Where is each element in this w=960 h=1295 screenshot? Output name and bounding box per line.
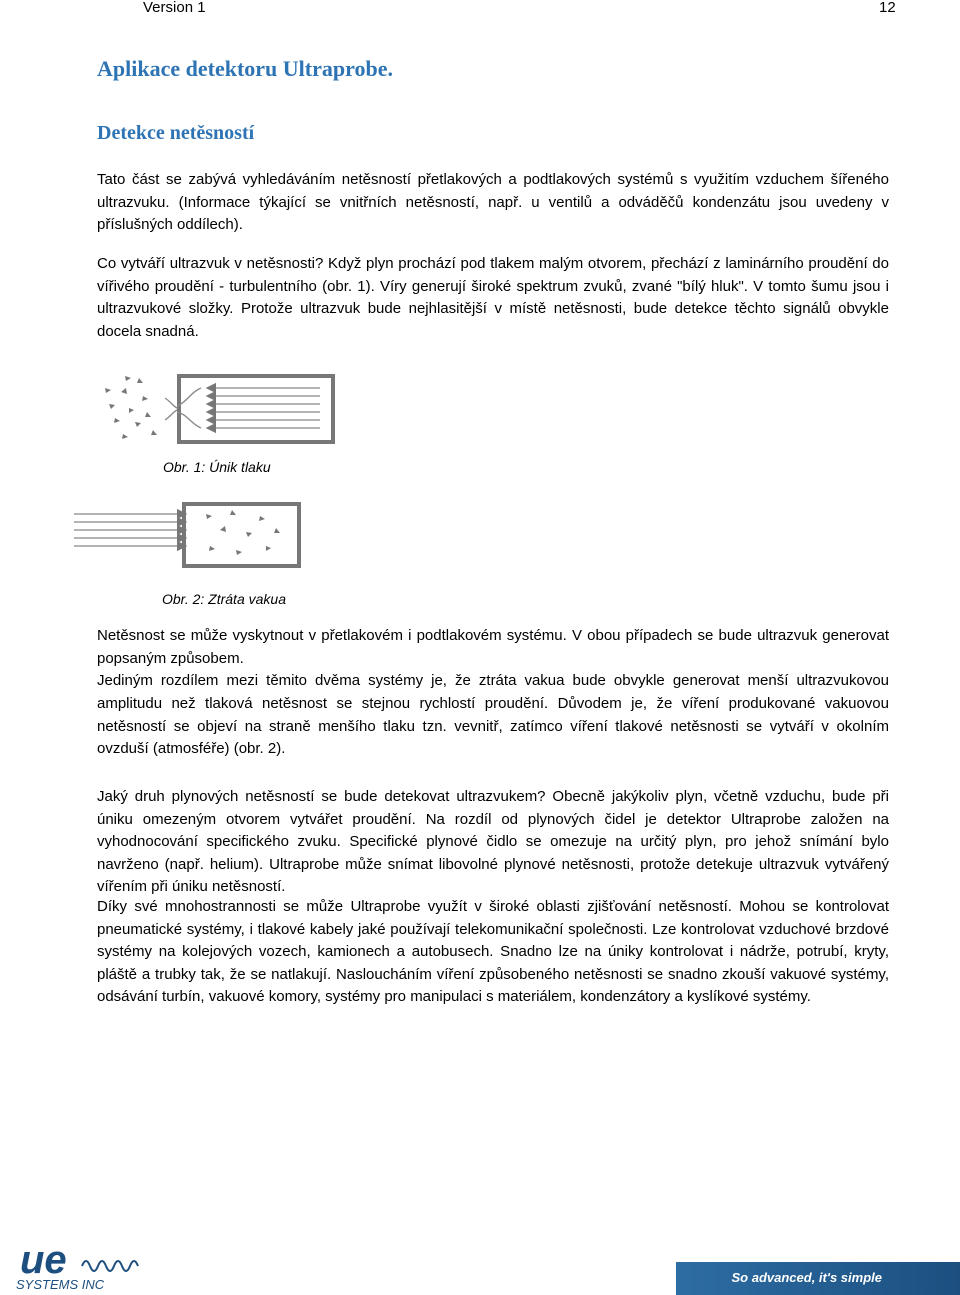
svg-text:ue: ue (20, 1238, 67, 1282)
figure-vacuum-loss (70, 500, 305, 572)
paragraph-gas-types: Jaký druh plynových netěsností se bude detekovat ultrazvukem? Obecně jakýkoliv plyn, včetně vzduchu, bude při úniku omezeným otvorem vytvářet proudění. Na rozdíl od plynových čidel je detektor Ultraprobe založen na vyhodnocování specifického zvuku. Specifické plynové čidlo se omezuje na určitý plyn, pro jehož snímání bylo navrženo (např. helium). Ultraprobe může snímat libovolné plynové netěsnosti, protože detekuje ultrazvuk vytvářený vířením při úniku netěsností. (97, 788, 889, 895)
paragraph-vacuum-difference: Jediným rozdílem mezi těmito dvěma systémy je, že ztráta vakua bude obvykle generovat menší ultrazvukovou amplitudu než tlaková netěsnost se stejnou rychlostí proudění. Důvodem je, že víření produkované vakuovou netěsností se objeví na straně menšího tlaku tzn. vevnitř, zatímco víření tlakové netěsnosti se vytváří v okolním ovzduší (atmosféře) (obr. 2). (97, 672, 889, 758)
svg-text:SYSTEMS INC: SYSTEMS INC (16, 1277, 105, 1292)
section-title: Detekce netěsností (97, 122, 255, 144)
footer-slogan-bar (676, 1262, 960, 1295)
figure-caption-1: Obr. 1: Únik tlaku (163, 459, 271, 475)
ue-systems-logo (10, 1238, 170, 1293)
page-title: Aplikace detektoru Ultraprobe. (97, 56, 393, 81)
header-version: Version 1 (143, 0, 206, 16)
header-page-number: 12 (879, 0, 896, 16)
paragraph-intro: Tato část se zabývá vyhledáváním netěsností přetlakových a podtlakových systémů s využitím vzduchem šířeného ultrazvuku. (Informace týkající se vnitřních netěsností, např. u ventilů a odváděčů kondenzátu jsou uvedeny v příslušných oddílech). (97, 171, 889, 233)
paragraph-applications: Díky své mnohostrannosti se může Ultraprobe využít v široké oblasti zjišťování netěsností. Mohou se kontrolovat pneumatické systémy, i tlakové kabely jaké používají telekomunikační společnosti. Lze kontrolovat vzduchové brzdové systémy na kolejových vozech, kamionech a autobusech. Snadno lze na úniky kontrolovat i nádrže, potrubí, kryty, pláště a trubky tak, že se natlakují. Nasloucháním víření způsobeného netěsnosti se snadno zkouší vakuové systémy, odsávání turbín, vakuové komory, systémy pro manipulaci s materiálem, kondenzátory a kyslíkové systémy. (97, 898, 889, 1005)
footer-slogan: So advanced, it's simple (731, 1270, 882, 1285)
figure-pressure-leak (95, 368, 335, 452)
figure-caption-2: Obr. 2: Ztráta vakua (162, 591, 286, 607)
paragraph-ultrasound-origin: Co vytváří ultrazvuk v netěsnosti? Když plyn prochází pod tlakem malým otvorem, přechází z laminárního proudění do vířivého proudění - turbulentního (obr. 1). Víry generují široké spektrum zvuků, zvané "bílý hluk". V tomto šumu jsou i ultrazvukové složky. Protože ultrazvuk bude nejhlasitější v místě netěsnosti, bude detekce těchto signálů obvykle docela snadná. (97, 255, 889, 340)
paragraph-leak-systems: Netěsnost se může vyskytnout v přetlakovém i podtlakovém systému. V obou případech se bude ultrazvuk generovat popsaným způsobem. (97, 627, 889, 667)
